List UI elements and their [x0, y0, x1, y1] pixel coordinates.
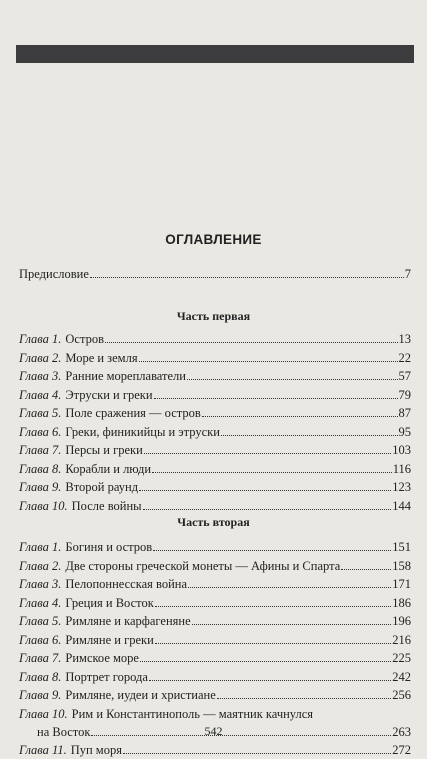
entry-page: 171	[392, 577, 411, 591]
toc-entry[interactable]	[19, 478, 411, 496]
dot-leader	[155, 594, 391, 607]
dot-leader	[187, 367, 398, 380]
entry-page: 116	[392, 461, 411, 476]
entry-name-continuation: на Восток	[37, 724, 91, 739]
dot-leader	[217, 686, 391, 699]
chapter-label: Глава 2.	[19, 350, 62, 365]
dot-leader	[139, 349, 398, 362]
entry-page: 144	[392, 498, 411, 513]
dot-leader	[153, 538, 391, 551]
chapter-label: Глава 6.	[19, 424, 62, 439]
entry-name: Корабли и люди	[65, 461, 152, 476]
part-title: Часть первая	[176, 309, 251, 323]
chapter-label: Глава 10.	[19, 498, 68, 513]
toc-entry[interactable]	[19, 404, 411, 422]
dot-leader	[143, 497, 392, 510]
dot-leader	[90, 265, 404, 278]
entry-page: 256	[392, 688, 411, 702]
entry-name: Персы и греки	[65, 443, 143, 457]
entry-page: 151	[392, 540, 411, 554]
dot-leader	[139, 478, 391, 491]
chapter-label: Глава 3.	[19, 369, 62, 383]
toc-entry[interactable]	[19, 349, 411, 367]
entry-name: Рим и Константинополь — маятник качнулся	[71, 706, 314, 721]
dot-leader	[154, 386, 398, 399]
dot-leader	[123, 741, 391, 754]
entry-page: 272	[392, 742, 411, 757]
toc-entry[interactable]	[19, 497, 411, 515]
chapter-label: Глава 6.	[19, 632, 62, 647]
entry-name: Второй раунд	[65, 480, 139, 494]
toc-entry[interactable]	[19, 538, 411, 556]
entry-name: Портрет города	[65, 669, 148, 684]
chapter-label: Глава 2.	[19, 558, 62, 573]
dot-leader	[149, 668, 391, 681]
entry-page: 123	[392, 480, 411, 494]
chapter-label: Глава 11.	[19, 742, 67, 757]
entry-page: 158	[392, 558, 411, 573]
chapter-label: Глава 8.	[19, 669, 62, 684]
entry-page: 79	[398, 387, 411, 402]
header-band	[16, 45, 414, 63]
entry-page: 242	[392, 669, 411, 684]
entry-name: Ранние мореплаватели	[65, 369, 186, 383]
entry-page: 186	[392, 595, 411, 610]
part-title: Часть вторая	[177, 515, 250, 529]
entry-name: Римляне, иудеи и христиане	[65, 688, 216, 702]
entry-name: Предисловие	[19, 267, 89, 281]
chapter-label: Глава 9.	[19, 480, 62, 494]
dot-leader	[192, 612, 392, 625]
chapter-label: Глава 4.	[19, 595, 62, 610]
entry-name: Остров	[65, 332, 104, 346]
toc-entry-preface[interactable]	[19, 265, 411, 283]
chapter-label: Глава 5.	[19, 614, 62, 628]
toc-entry[interactable]	[19, 367, 411, 385]
entry-name: После войны	[71, 498, 142, 513]
toc-entry[interactable]	[19, 612, 411, 630]
dot-leader	[140, 649, 391, 662]
toc-entry[interactable]	[19, 649, 411, 667]
entry-name: Римское море	[65, 651, 139, 665]
toc-entry[interactable]	[19, 741, 411, 759]
chapter-label: Глава 1.	[19, 332, 62, 346]
toc-entry[interactable]	[19, 557, 411, 575]
toc-entry[interactable]	[19, 441, 411, 459]
entry-page: 7	[404, 267, 411, 281]
entry-page: 225	[392, 651, 411, 665]
toc-entry[interactable]	[19, 705, 411, 723]
toc-entry[interactable]	[19, 330, 411, 348]
toc-entry[interactable]	[19, 594, 411, 612]
entry-name: Богиня и остров	[65, 540, 153, 554]
entry-page: 57	[398, 369, 411, 383]
entry-name: Греки, финикийцы и этруски	[65, 424, 220, 439]
dot-leader	[144, 441, 391, 454]
chapter-label: Глава 7.	[19, 651, 62, 665]
toc-title: ОГЛАВЛЕНИЕ	[165, 232, 262, 247]
entry-page: 216	[392, 632, 411, 647]
page-number: 542	[204, 724, 223, 738]
toc-entry[interactable]	[19, 386, 411, 404]
toc-entry[interactable]	[19, 460, 411, 478]
dot-leader	[188, 575, 391, 588]
toc-entry[interactable]	[19, 668, 411, 686]
chapter-label: Глава 4.	[19, 387, 62, 402]
chapter-label: Глава 7.	[19, 443, 62, 457]
chapter-label: Глава 9.	[19, 688, 62, 702]
chapter-label: Глава 8.	[19, 461, 62, 476]
chapter-label: Глава 3.	[19, 577, 62, 591]
entry-name: Пелопоннесская война	[65, 577, 188, 591]
entry-page: 87	[398, 406, 411, 420]
toc-entry[interactable]	[19, 423, 411, 441]
entry-page: 13	[398, 332, 411, 346]
chapter-label: Глава 10.	[19, 706, 68, 721]
entry-name: Римляне и карфагеняне	[65, 614, 191, 628]
entry-page: 263	[392, 724, 411, 739]
dot-leader	[202, 404, 398, 417]
dot-leader	[152, 460, 392, 473]
entry-name: Пуп моря	[70, 742, 122, 757]
entry-name: Греция и Восток	[65, 595, 154, 610]
chapter-label: Глава 5.	[19, 406, 62, 420]
dot-leader	[155, 631, 391, 644]
entry-name: Две стороны греческой монеты — Афины и Спарта	[65, 558, 341, 573]
entry-name: Поле сражения — остров	[65, 406, 201, 420]
entry-name: Этруски и греки	[65, 387, 153, 402]
entry-page: 196	[392, 614, 411, 628]
entry-page: 22	[398, 350, 411, 365]
entry-name: Римляне и греки	[65, 632, 154, 647]
entry-page: 103	[392, 443, 411, 457]
dot-leader	[221, 423, 398, 436]
toc-entry[interactable]	[19, 631, 411, 649]
entry-name: Море и земля	[65, 350, 138, 365]
entry-page: 95	[398, 424, 411, 439]
toc-entry[interactable]	[19, 686, 411, 704]
chapter-label: Глава 1.	[19, 540, 62, 554]
dot-leader	[341, 557, 391, 570]
toc-entry[interactable]	[19, 575, 411, 593]
dot-leader	[105, 330, 398, 343]
